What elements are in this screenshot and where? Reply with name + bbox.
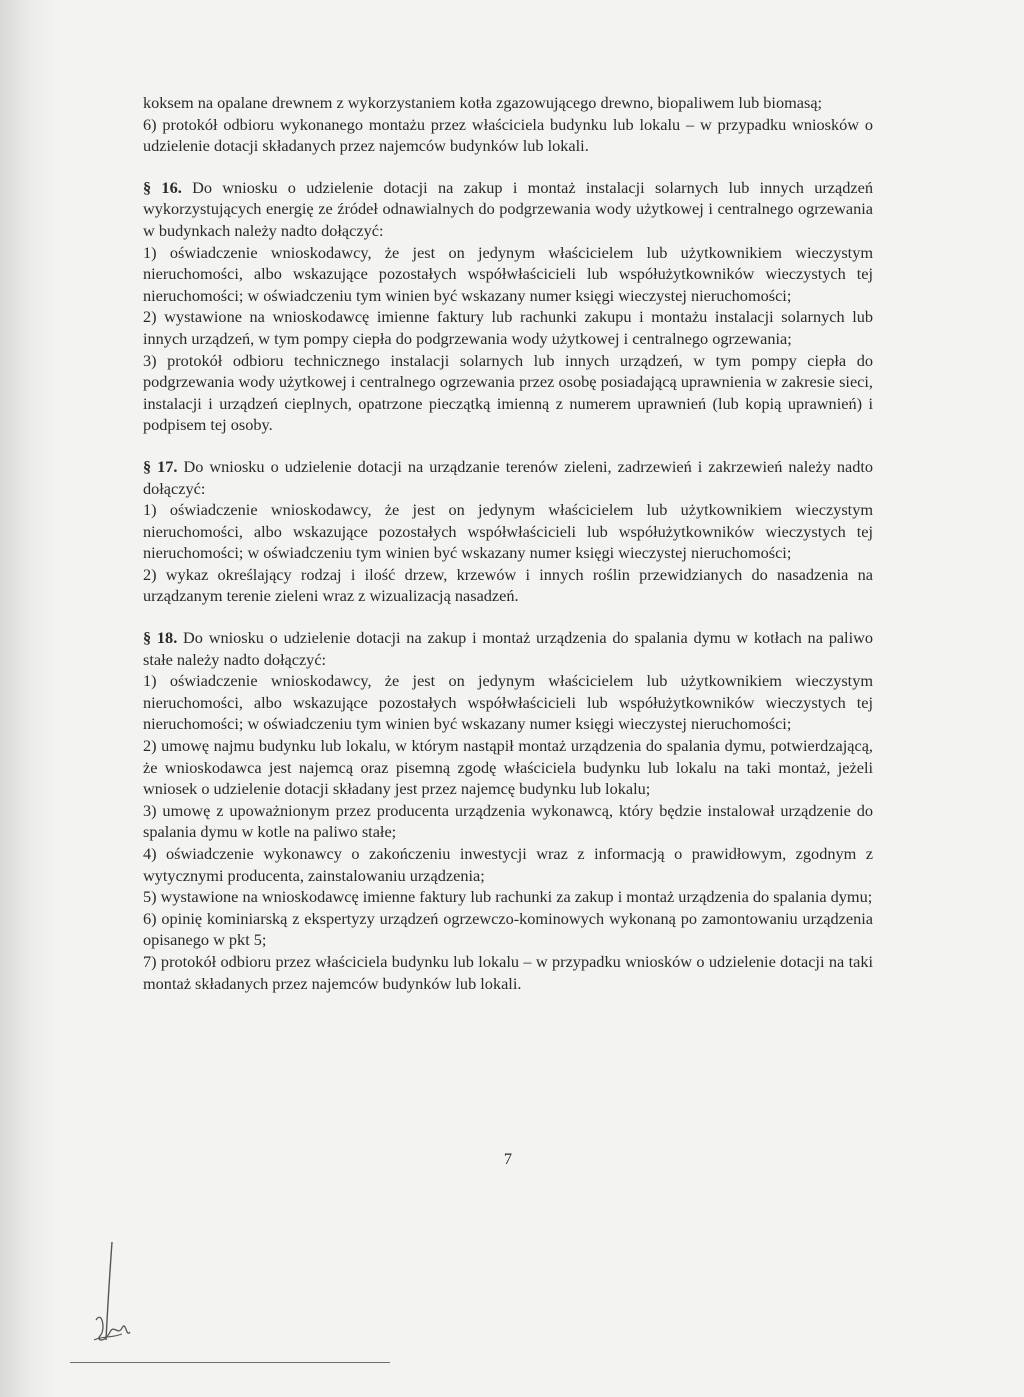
section-18-lead: Do wniosku o udzielenie dotacji na zakup i montaż urządzenia do spalania dymu w kotłach na paliwo stałe należy nadto dołączyć:: [143, 628, 874, 669]
section-18-item-3: 3) umowę z upoważnionym przez producenta urządzenia wykonawcą, który będzie instalował urządzenie do spalania dymu w kotle na paliwo stałe;: [143, 800, 873, 842]
page-number: 7: [503, 1149, 513, 1168]
section-18-item-6: 6) opinię kominiarską z ekspertyzy urządzeń ogrzewczo-kominowych wykonaną po zamontowaniu urządzenia opisanego w pkt 5;: [143, 908, 873, 950]
section-18-item-4: 4) oświadczenie wykonawcy o zakończeniu inwestycji wraz z informacją o prawidłowym, zgodnym z wytycznymi producenta, zainstalowaniu urządzenia;: [143, 844, 873, 885]
handwritten-signature: [92, 1240, 132, 1350]
document-page: [143, 92, 874, 1168]
section-17: [143, 456, 873, 607]
footer-rule: [70, 1362, 390, 1363]
section-16-item-3: 3) protokół odbioru technicznego instalacji solarnych lub innych urządzeń, w tym pompy ciepła do podgrzewania wody użytkowej i centralnego ogrzewania przez osobę posiadającą uprawnienia w zakresie sieci, instalacji i urządzeń cieplnych, opatrzone pieczątką imienną z numerem uprawnień (lub kopią uprawnień) i podpisem tej osoby.: [143, 350, 873, 435]
section-18-item-5: 5) wystawione na wnioskodawcę imienne faktury lub rachunki za zakup i montaż urządzenia do spalania dymu;: [143, 887, 873, 907]
section-17-item-1: 1) oświadczenie wnioskodawcy, że jest on jedynym właścicielem lub użytkownikiem wieczystym nieruchomości, albo wskazujące pozostałych współwłaścicieli lub współużytkowników wieczystych tej nieruchomości; w oświadczeniu tym winien być wskazany numer księgi wieczystej nieruchomości;: [143, 500, 873, 563]
section-18: [143, 627, 873, 994]
section-16-item-1: 1) oświadczenie wnioskodawcy, że jest on jedynym właścicielem lub użytkownikiem wieczystym nieruchomości, albo wskazujące pozostałych współwłaścicieli lub współużytkowników wieczystych tej nieruchomości; w oświadczeniu tym winien być wskazany numer księgi wieczystej nieruchomości;: [143, 242, 873, 305]
section-16: [143, 177, 873, 436]
section-18-item-2: 2) umowę najmu budynku lub lokalu, w którym nastąpił montaż urządzenia do spalania dymu, potwierdzającą, że wnioskodawca jest najemcą oraz pisemną zgodę właściciela budynku lub lokalu na taki montaż, jeżeli wniosek o udzielenie dotacji składany jest przez najemcę budynku lub lokalu;: [143, 736, 873, 799]
section-16-number: § 16.: [143, 177, 182, 197]
section-18-number: § 18.: [143, 628, 178, 648]
intro-line-2: 6) protokół odbioru wykonanego montażu przez właściciela budynku lub lokalu – w przypadku wniosków o udzielenie dotacji składanych przez najemców budynków lub lokali.: [143, 114, 873, 156]
scan-shadow: [0, 0, 60, 1397]
section-18-item-1: 1) oświadczenie wnioskodawcy, że jest on jedynym właścicielem lub użytkownikiem wieczystym nieruchomości, albo wskazujące pozostałych współwłaścicieli lub współużytkowników wieczystych tej nieruchomości; w oświadczeniu tym winien być wskazany numer księgi wieczystej nieruchomości;: [143, 671, 873, 734]
section-16-item-2: 2) wystawione na wnioskodawcę imienne faktury lub rachunki zakupu i montażu instalacji solarnych lub innych urządzeń, w tym pompy ciepła do podgrzewania wody użytkowej i centralnego ogrzewania;: [143, 307, 873, 348]
section-17-item-2: 2) wykaz określający rodzaj i ilość drzew, krzewów i innych roślin przewidzianych do nasadzenia na urządzanym terenie zieleni wraz z wizualizacją nasadzeń.: [143, 564, 873, 606]
section-18-item-7: 7) protokół odbioru przez właściciela budynku lub lokalu – w przypadku wniosków o udzielenie dotacji na taki montaż składanych przez najemców budynków lub lokali.: [143, 951, 873, 993]
section-17-number: § 17.: [143, 456, 178, 476]
intro-line-1: koksem na opalane drewnem z wykorzystaniem kotła zgazowującego drewno, biopaliwem lub biomasą;: [143, 93, 823, 112]
section-16-lead: Do wniosku o udzielenie dotacji na zakup i montaż instalacji solarnych lub innych urządzeń wykorzystujących energię ze źródeł odnawialnych do podgrzewania wody użytkowej i centralnego ogrzewania w budynkach należy nadto dołączyć:: [143, 177, 873, 240]
section-17-lead: Do wniosku o udzielenie dotacji na urządzanie terenów zieleni, zadrzewień i zakrzewień należy nadto dołączyć:: [143, 456, 874, 498]
